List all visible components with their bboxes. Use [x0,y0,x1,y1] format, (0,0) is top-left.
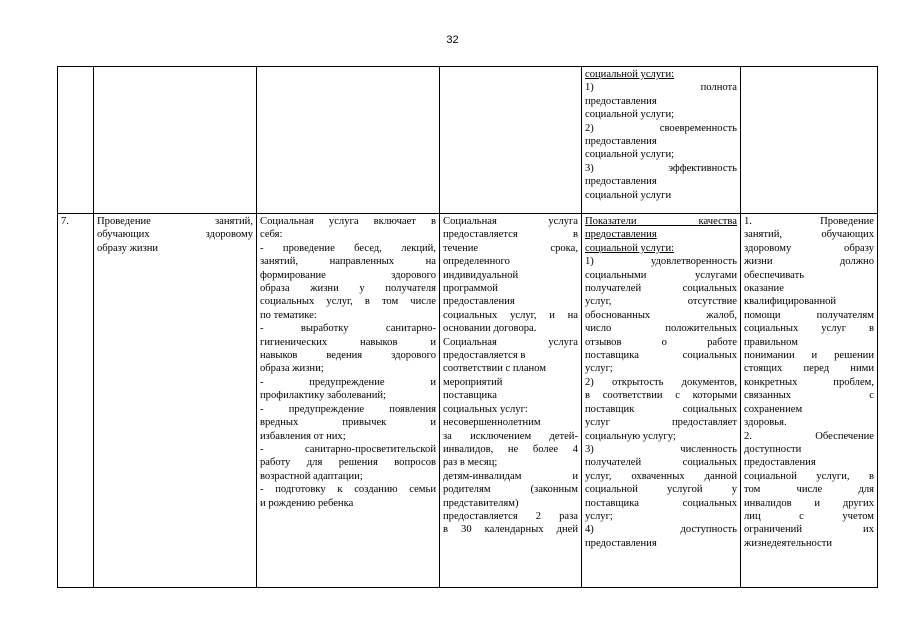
text-line: социальной услуги; [585,149,675,161]
text-line: предоставления [744,457,816,469]
text-line: несовершеннолетним [443,417,541,429]
text-line: получателей социальных [585,457,737,469]
text-line: сохранением [744,403,803,415]
text-line: - санитарно-просветительской [260,443,436,455]
text-line: здоровья. [744,417,787,429]
text-line: представителям) [443,497,519,509]
text-line: программой [443,283,498,295]
text-line: Социальная услуга включает в [260,216,436,227]
table-row-continuation [58,67,878,214]
text-line: возрастной адаптации; [260,470,363,482]
text-line: занятий, направленных на [260,256,436,268]
text-line: обучающих здоровому [97,229,253,241]
text-line: формирование здорового [260,269,436,281]
text-line: обоснованных жалоб, [585,309,737,321]
text-line: предоставляется в [443,350,526,362]
text-line: жизни должно [744,256,874,268]
text-line: профилактику заболеваний; [260,390,386,402]
text-line: основании договора. [443,323,537,335]
text-line: социальных услуг, в том числе [260,296,436,308]
text-line: родителям (законным [443,484,578,496]
text-line: определенного [443,256,510,268]
cell-conditions [741,214,878,588]
text-line: поставщика [443,390,497,402]
text-line: предоставления [585,176,657,188]
cell-service-term [440,214,582,588]
text-line: и рождению ребенка [260,497,354,509]
text-line: занятий, обучающих [744,229,874,241]
text-line: избавления от них; [260,430,346,442]
text-line: Социальная услуга [443,336,578,348]
text-line: предоставления [585,136,657,148]
text-line: ограничений их [744,524,874,536]
text-line: поставщика социальных [585,350,737,362]
text-line: мероприятий [443,376,503,388]
text-line: понимании и решении [744,350,874,362]
cell-service-name [94,67,257,214]
text-line: 3) эффективность [585,162,737,174]
text-line: обеспечивать [744,269,805,281]
text-line: по тематике: [260,309,317,321]
text-line: навыков ведения здорового [260,350,436,362]
text-line: 1) удовлетворенность [585,256,737,268]
text-line: - подготовку к созданию семьи [260,484,436,496]
text-line: за исключением детей- [443,430,578,442]
cell-service-content [257,67,440,214]
text-line: 2. Обеспечение [744,430,874,442]
text-line: здоровому образу [744,242,874,254]
text-line: социальной услуги, в [744,470,874,482]
text-line: образа жизни; [260,363,324,375]
table-row-7 [58,214,878,588]
services-table [57,66,878,588]
text-line: правильном [744,336,798,348]
text-line: вредных привычек и [260,417,436,429]
text-line: в соответствии с которыми [585,390,737,402]
text-line: - проведение бесед, лекций, [260,242,436,254]
text-line: образу жизни [97,242,159,254]
cell-quality-indicators [582,214,741,588]
cell-service-name [94,214,257,588]
text-line: гигиенических навыков и [260,336,436,348]
text-line: - предупреждение и [260,376,436,388]
text-line: жизнедеятельности [744,537,833,549]
row-number: 7. [61,216,69,227]
text-line: 3) численность [585,443,737,455]
text-line: 1. Проведение [744,216,874,227]
text-line: социальных услуг в [744,323,874,335]
text-line: социальной услуги [585,189,672,201]
text-line: доступности [744,443,802,455]
text-line: предоставления [585,95,657,107]
text-line: течение срока, [443,242,578,254]
text-line: - предупреждение появления [260,403,436,415]
text-line: 4) доступность [585,524,737,536]
text-line: социальной услуги: [585,69,675,80]
text-line: том числе для [744,484,874,496]
text-line: отзывов о работе [585,336,737,348]
text-line: в 30 календарных дней [443,524,578,536]
text-line: 1) полнота [585,82,737,94]
text-line: 2) открытость документов, [585,376,737,388]
text-line: соответствии с планом [443,363,546,375]
text-line: социальными услугами [585,269,737,281]
text-line: индивидуальной [443,269,519,281]
text-line: себя: [260,229,283,241]
text-line: услуг предоставляет [585,417,737,429]
text-line: оказание [744,283,784,295]
text-line: предоставляется 2 раза [443,510,578,522]
cell-quality-indicators [582,67,741,214]
page-number: 32 [446,34,459,46]
text-line: число положительных [585,323,737,335]
text-line: помощи получателям [744,309,874,321]
text-line: конкретных проблем, [744,376,874,388]
text-line: социальных услуг, и на [443,309,578,321]
text-line: раз в месяц; [443,457,498,469]
cell-number [58,67,94,214]
text-line: социальной услугой у [585,484,737,496]
cell-service-content [257,214,440,588]
text-line: - выработку санитарно- [260,323,436,335]
text-line: социальную услугу; [585,430,676,442]
text-line: социальной услуги; [585,109,675,121]
text-line: детям-инвалидам и [443,470,578,482]
text-line: предоставления [585,537,657,549]
text-line: предоставляется в [443,229,578,241]
text-line: поставщик социальных [585,403,737,415]
text-line: квалифицированной [744,296,837,308]
text-line: инвалидов, не более 4 [443,443,578,455]
text-line: получателей социальных [585,283,737,295]
text-line: лиц с учетом [744,510,874,522]
text-line: 2) своевременность [585,122,737,134]
text-line: услуг; [585,510,613,522]
text-line: Социальная услуга [443,216,578,227]
text-line: образа жизни у получателя [260,283,436,295]
text-line: поставщика социальных [585,497,737,509]
text-line: услуг, отсутствие [585,296,737,308]
text-line: стоящих перед ними [744,363,874,375]
text-line: предоставления [585,229,657,241]
text-line: Показатели качества [585,216,737,227]
text-line: услуг; [585,363,613,375]
cell-service-term [440,67,582,214]
text-line: социальной услуги: [585,242,675,254]
cell-conditions [741,67,878,214]
cell-number [58,214,94,588]
text-line: услуг, охваченных данной [585,470,737,482]
text-line: инвалидов и других [744,497,874,509]
text-line: работу для решения вопросов [260,457,436,469]
text-line: предоставления [443,296,515,308]
text-line: связанных с [744,390,874,402]
text-line: социальных услуг: [443,403,528,415]
text-line: Проведение занятий, [97,216,253,227]
